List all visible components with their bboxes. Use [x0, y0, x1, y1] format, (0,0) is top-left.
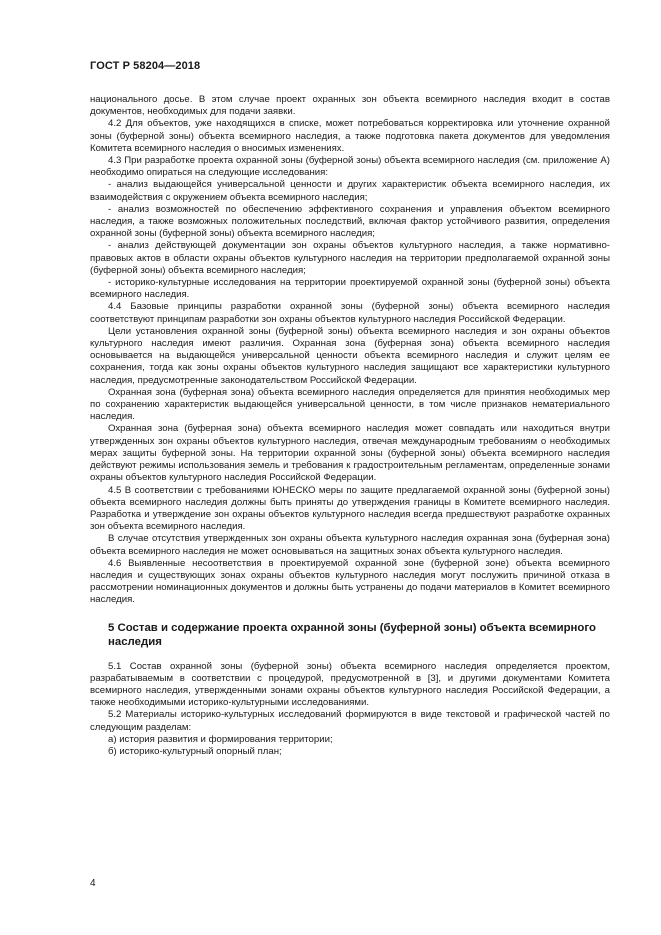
list-item: - историко-культурные исследования на территории проектируемой охранной зоны (буферной зоны) объекта всемирного наследия.	[90, 277, 610, 301]
page-number: 4	[90, 878, 96, 889]
list-item: - анализ возможностей по обеспечению эффективного сохранения и управления объектом всемирного наследия, а также возможных положительных последствий, включая фактор устойчивого развития, определения охранной зоны (буферной зоны) объекта всемирного наследия;	[90, 203, 610, 240]
paragraph: 5.1 Состав охранной зоны (буферной зоны) объекта всемирного наследия определяется проектом, разрабатываемым в соответствии с процедурой, предусмотренной в [3], и другими документами Комитета всемирного наследия, утвержденными зонами охраны объектов культурного наследия Российской Федерации, а также необходимыми историко-культурными исследованиями.	[90, 660, 610, 709]
paragraph: 5.2 Материалы историко-культурных исследований формируются в виде текстовой и графической частей по следующим разделам:	[90, 709, 610, 733]
paragraph: Охранная зона (буферная зона) объекта всемирного наследия определяется для принятия необходимых мер по сохранению характеристик выдающейся универсальной ценности, в том числе признаков нематериального наследия.	[90, 386, 610, 423]
list-item: а) история развития и формирования территории;	[108, 733, 333, 745]
paragraph: 4.2 Для объектов, уже находящихся в списке, может потребоваться корректировка или уточнение охранной зоны (буферной зоны) объекта всемирного наследия, а также подготовка пакета документов для уведомления Комитета всемирного наследия о вносимых изменениях.	[90, 118, 610, 154]
list-item: - анализ действующей документации зон охраны объектов культурного наследия, а также нормативно-правовых актов в области охраны объектов культурного наследия на территории предполагаемой охранной зоны (буферной зоны) объекта всемирного наследия;	[90, 240, 610, 276]
paragraph: 4.3 При разработке проекта охранной зоны (буферной зоны) объекта всемирного наследия (см. приложение А) необходимо опираться на следующие исследования:	[90, 155, 610, 179]
paragraph: национального досье. В этом случае проект охранных зон объекта всемирного наследия входит в состав документов, необходимых для подачи заявки.	[90, 94, 610, 118]
paragraph: 4.4 Базовые принципы разработки охранной зоны (буферной зоны) объекта всемирного наследия соответствуют принципам разработки зон охраны объектов культурного наследия Российской Федерации.	[90, 301, 610, 325]
page-body	[90, 94, 610, 758]
paragraph: Цели установления охранной зоны (буферной зоны) объекта всемирного наследия и зон охраны объектов культурного наследия имеют различия. Охранная зона (буферная зона) объекта всемирного наследия основывается на выдающейся универсальной ценности объекта всемирного наследия и служит целям ее сохранения, тогда как зоны охраны объектов культурного наследия защищают все характеристики культурного наследия, предусмотренные законодательством Российской Федерации.	[90, 325, 610, 386]
section-heading: 5 Состав и содержание проекта охранной зоны (буферной зоны) объекта всемирного наследия	[108, 621, 596, 649]
list-item: б) историко-культурный опорный план;	[108, 745, 282, 757]
list-item: - анализ выдающейся универсальной ценности и других характеристик объекта всемирного наследия, их взаимодействия с окружением объекта всемирного наследия;	[90, 179, 610, 203]
document-code-header: ГОСТ Р 58204—2018	[90, 60, 201, 72]
paragraph: 4.6 Выявленные несоответствия в проектируемой охранной зоне (буферной зоне) объекта всемирного наследия и существующих зонах охраны объектов культурного наследия могут послужить причиной отказа в рассмотрении номинационных документов и должны быть устранены до подачи материалов в Комитет всемирного наследия.	[90, 557, 610, 606]
paragraph: В случае отсутствия утвержденных зон охраны объекта культурного наследия охранная зона (буферная зона) объекта всемирного наследия не может основываться на защитных зонах объекта культурного наследия.	[90, 533, 610, 557]
paragraph: Охранная зона (буферная зона) объекта всемирного наследия может совпадать или находиться внутри утвержденных зон охраны объектов культурного наследия, отвечая международным требованиям о необходимых мерах защиты буферной зоны. На территории охранной зоны (буферной зоны) объекта всемирного наследия действуют режимы использования земель и требования к градостроительным регламентам, определенные зонами охраны объектов культурного наследия Российской Федерации.	[90, 423, 610, 484]
paragraph: 4.5 В соответствии с требованиями ЮНЕСКО меры по защите предлагаемой охранной зоны (буферной зоны) объекта всемирного наследия должны быть приняты до утверждения границы в Комитете всемирного наследия. Разработка и утверждение зон охраны объектов культурного наследия всегда предшествуют разработке охранных зон объекта всемирного наследия.	[90, 484, 610, 533]
